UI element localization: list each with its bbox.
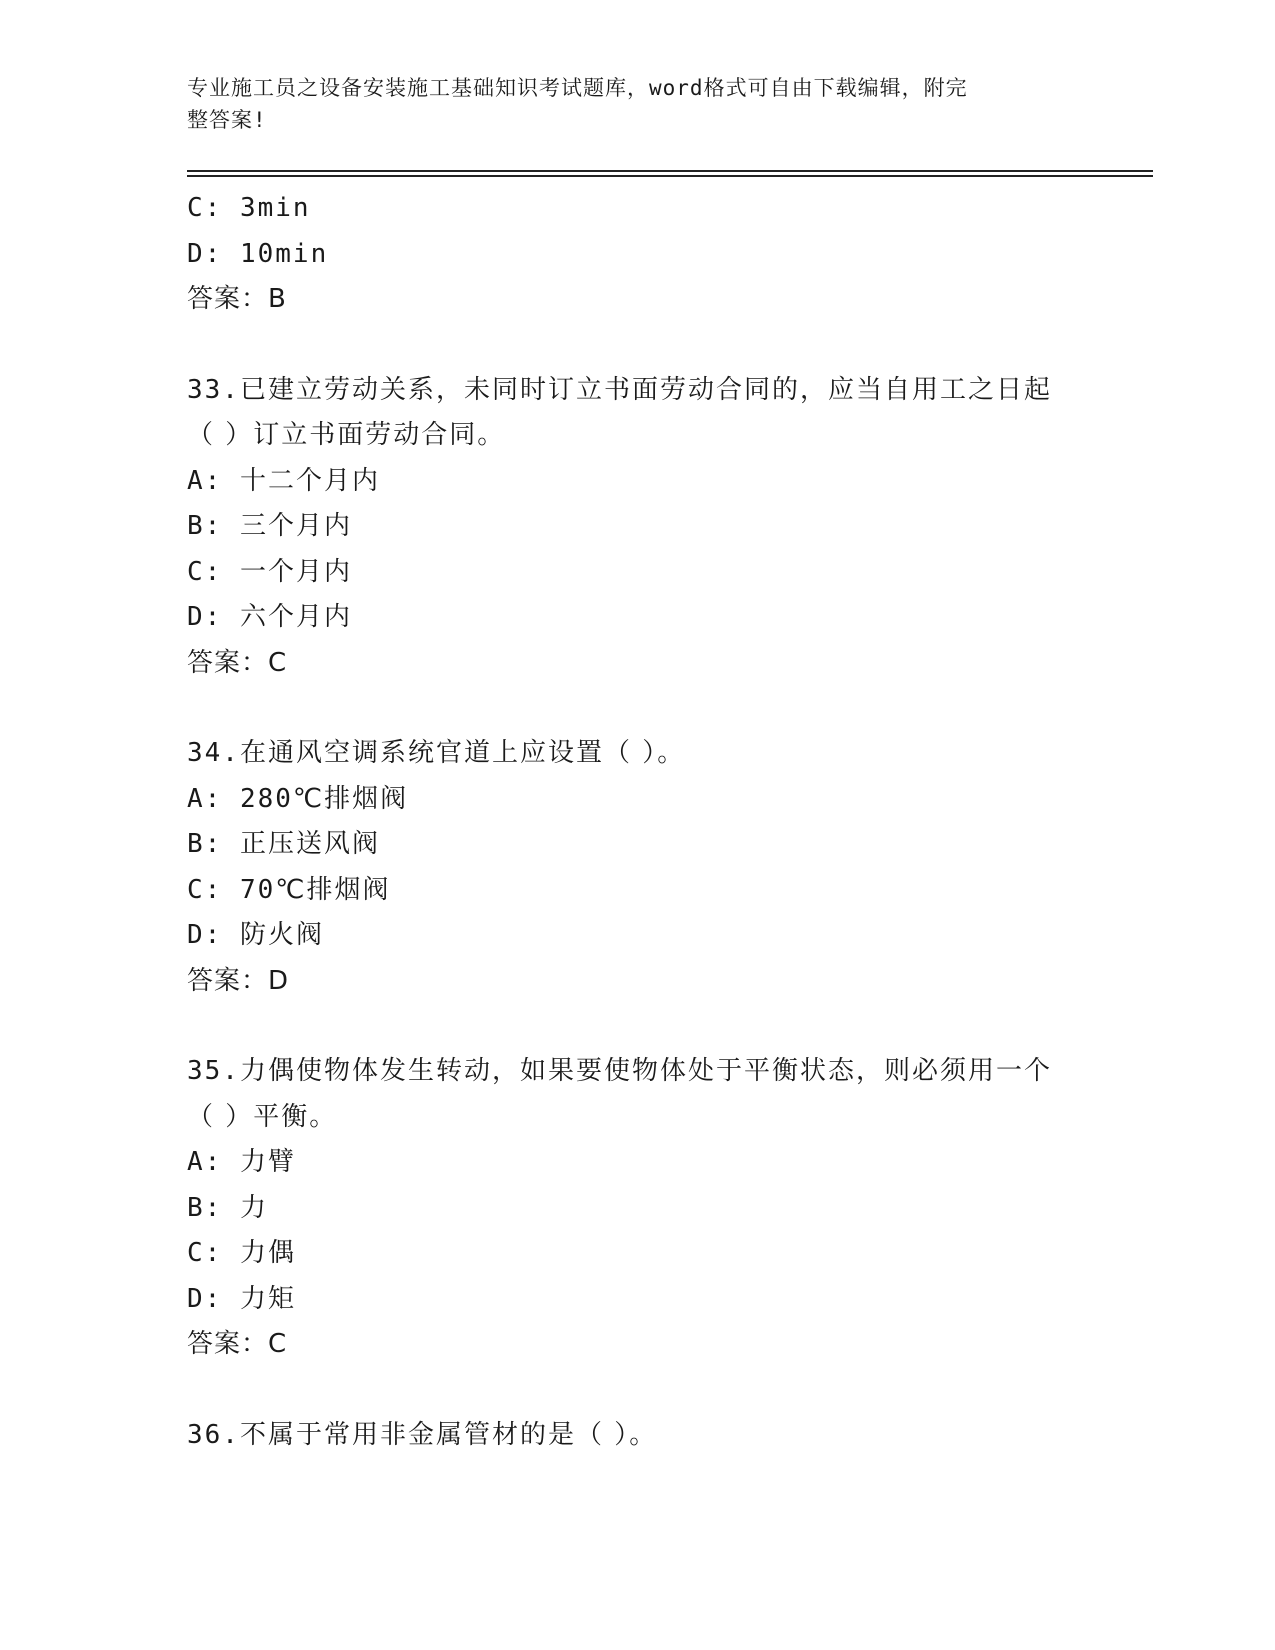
option-c: C: 力偶 [187,1238,296,1268]
option-d: D: 力矩 [187,1283,296,1314]
question-number: 35. [187,1056,240,1086]
option-b: B: 力 [187,1192,268,1223]
question-number: 34. [187,738,240,768]
question-text: 不属于常用非金属管材的是（ ）。 [239,1419,658,1450]
option-c: C: 3min [187,193,311,223]
option-b: B: 三个月内 [187,511,352,541]
question-number: 36. [187,1419,240,1450]
question-text: 力偶使物体发生转动，如果要使物体处于平衡状态，则必须用一个 [239,1056,1052,1086]
question-stem [187,1049,1087,1095]
option-b: B: 正压送风阀 [187,829,380,859]
answer: 答案：D [187,965,290,996]
option-d: D: 10min [187,238,329,269]
option-a: A: 280℃排烟阀 [187,783,409,814]
option-d: D: 防火阀 [187,920,324,950]
question-stem [187,368,1087,414]
header-rule-bottom [187,175,1153,177]
question-text: 已建立劳动关系，未同时订立书面劳动合同的，应当自用工之日起 [239,374,1052,405]
question-number: 33. [187,374,240,405]
question-list [187,186,1087,1458]
document-header [187,72,1067,136]
question-text-continued: （ ）订立书面劳动合同。 [187,420,506,450]
question-text: 在通风空调系统官道上应设置（ ）。 [239,738,686,768]
header-line-1: 专业施工员之设备安装施工基础知识考试题库，word格式可自由下载编辑，附完 [187,76,968,100]
question-stem [187,731,1087,777]
question-stem [187,1413,1087,1459]
header-rule-top [187,170,1153,172]
option-c: C: 70℃排烟阀 [187,874,391,905]
question-text-continued: （ ）平衡。 [187,1101,338,1132]
option-a: A: 十二个月内 [187,465,380,496]
header-line-2: 整答案! [187,108,267,132]
option-c: C: 一个月内 [187,556,352,587]
answer: 答案：B [187,284,287,314]
answer: 答案：C [187,1329,288,1359]
option-d: D: 六个月内 [187,602,352,632]
option-a: A: 力臂 [187,1147,296,1177]
answer: 答案：C [187,647,288,678]
